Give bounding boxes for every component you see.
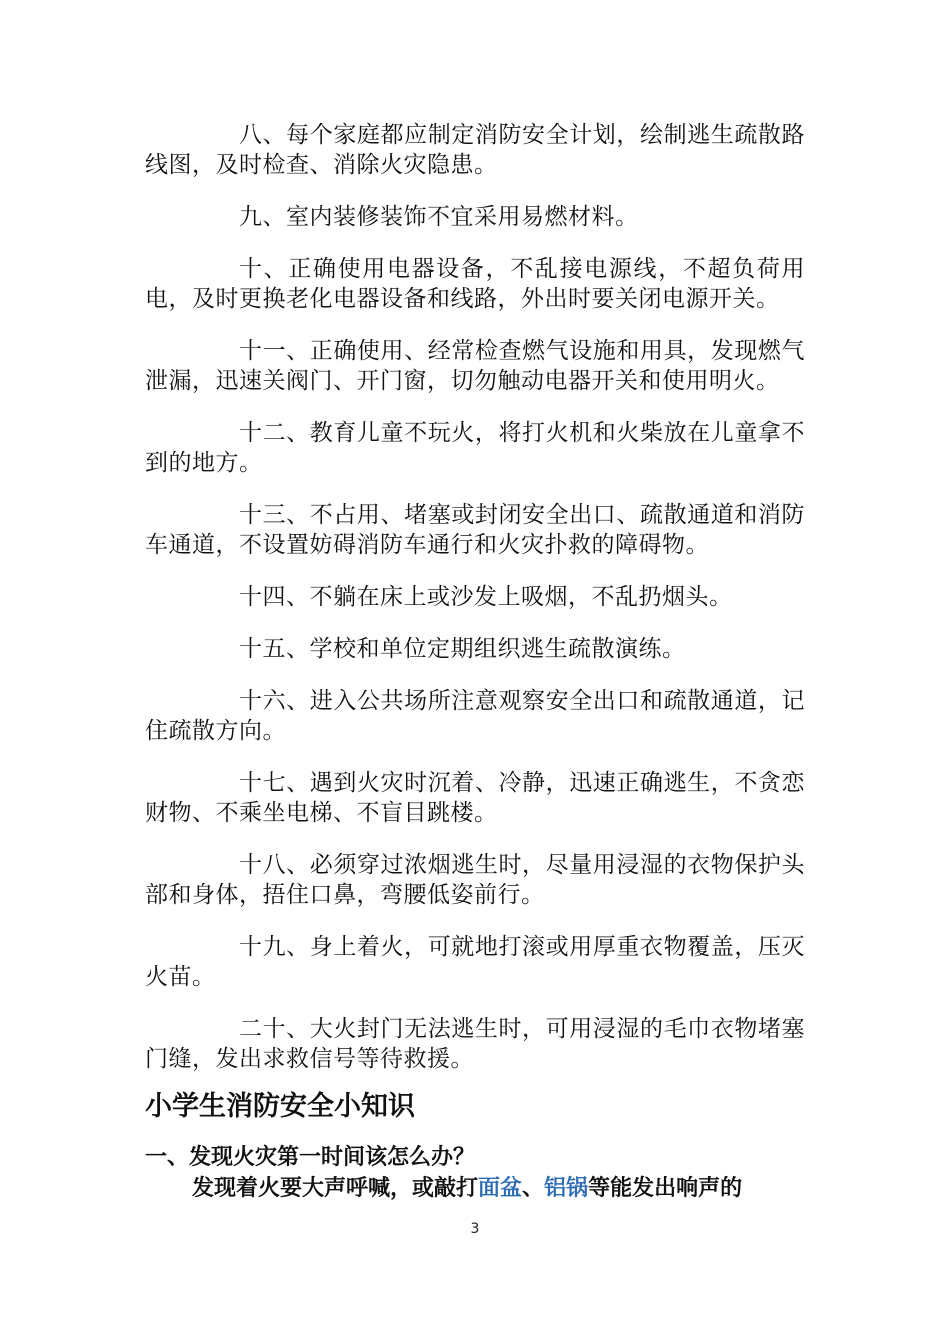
section-title: 小学生消防安全小知识	[145, 1091, 415, 1122]
answer-text: 、	[522, 1176, 545, 1201]
page-number: 3	[470, 1221, 480, 1237]
list-item: 十九、身上着火，可就地打滚或用厚重衣物覆盖，压灭火苗。	[145, 934, 805, 990]
list-item: 八、每个家庭都应制定消防安全计划，绘制逃生疏散路线图，及时检查、消除火灾隐患。	[145, 122, 805, 178]
highlight-term: 铝锅	[544, 1176, 589, 1201]
list-item: 十五、学校和单位定期组织逃生疏散演练。	[239, 636, 686, 662]
list-item: 十三、不占用、堵塞或封闭安全出口、疏散通道和消防车通道，不设置妨碍消防车通行和火灾扑救的障碍物。	[145, 502, 805, 558]
answer-text: 发现着火要大声呼喊，或敲打	[192, 1176, 479, 1201]
question-heading: 一、发现火灾第一时间该怎么办？	[145, 1145, 476, 1170]
list-item: 十七、遇到火灾时沉着、冷静，迅速正确逃生，不贪恋财物、不乘坐电梯、不盲目跳楼。	[145, 770, 805, 826]
list-item: 九、室内装修装饰不宜采用易燃材料。	[239, 204, 639, 230]
list-item: 十四、不躺在床上或沙发上吸烟，不乱扔烟头。	[239, 584, 733, 610]
answer-text: 等能发出响声的	[588, 1176, 743, 1201]
list-item: 二十、大火封门无法逃生时，可用浸湿的毛巾衣物堵塞门缝，发出求救信号等待救援。	[145, 1016, 805, 1072]
highlight-term: 面盆	[478, 1176, 523, 1201]
list-item: 十八、必须穿过浓烟逃生时，尽量用浸湿的衣物保护头部和身体，捂住口鼻，弯腰低姿前行。	[145, 852, 805, 908]
answer-paragraph	[192, 1174, 812, 1204]
list-item: 十、正确使用电器设备，不乱接电源线，不超负荷用电，及时更换老化电器设备和线路，外出时要关闭电源开关。	[145, 256, 805, 312]
list-item: 十一、正确使用、经常检查燃气设施和用具，发现燃气泄漏，迅速关阀门、开门窗，切勿触动电器开关和使用明火。	[145, 338, 805, 394]
list-item: 十六、进入公共场所注意观察安全出口和疏散通道，记住疏散方向。	[145, 688, 805, 744]
list-item: 十二、教育儿童不玩火，将打火机和火柴放在儿童拿不到的地方。	[145, 420, 805, 476]
